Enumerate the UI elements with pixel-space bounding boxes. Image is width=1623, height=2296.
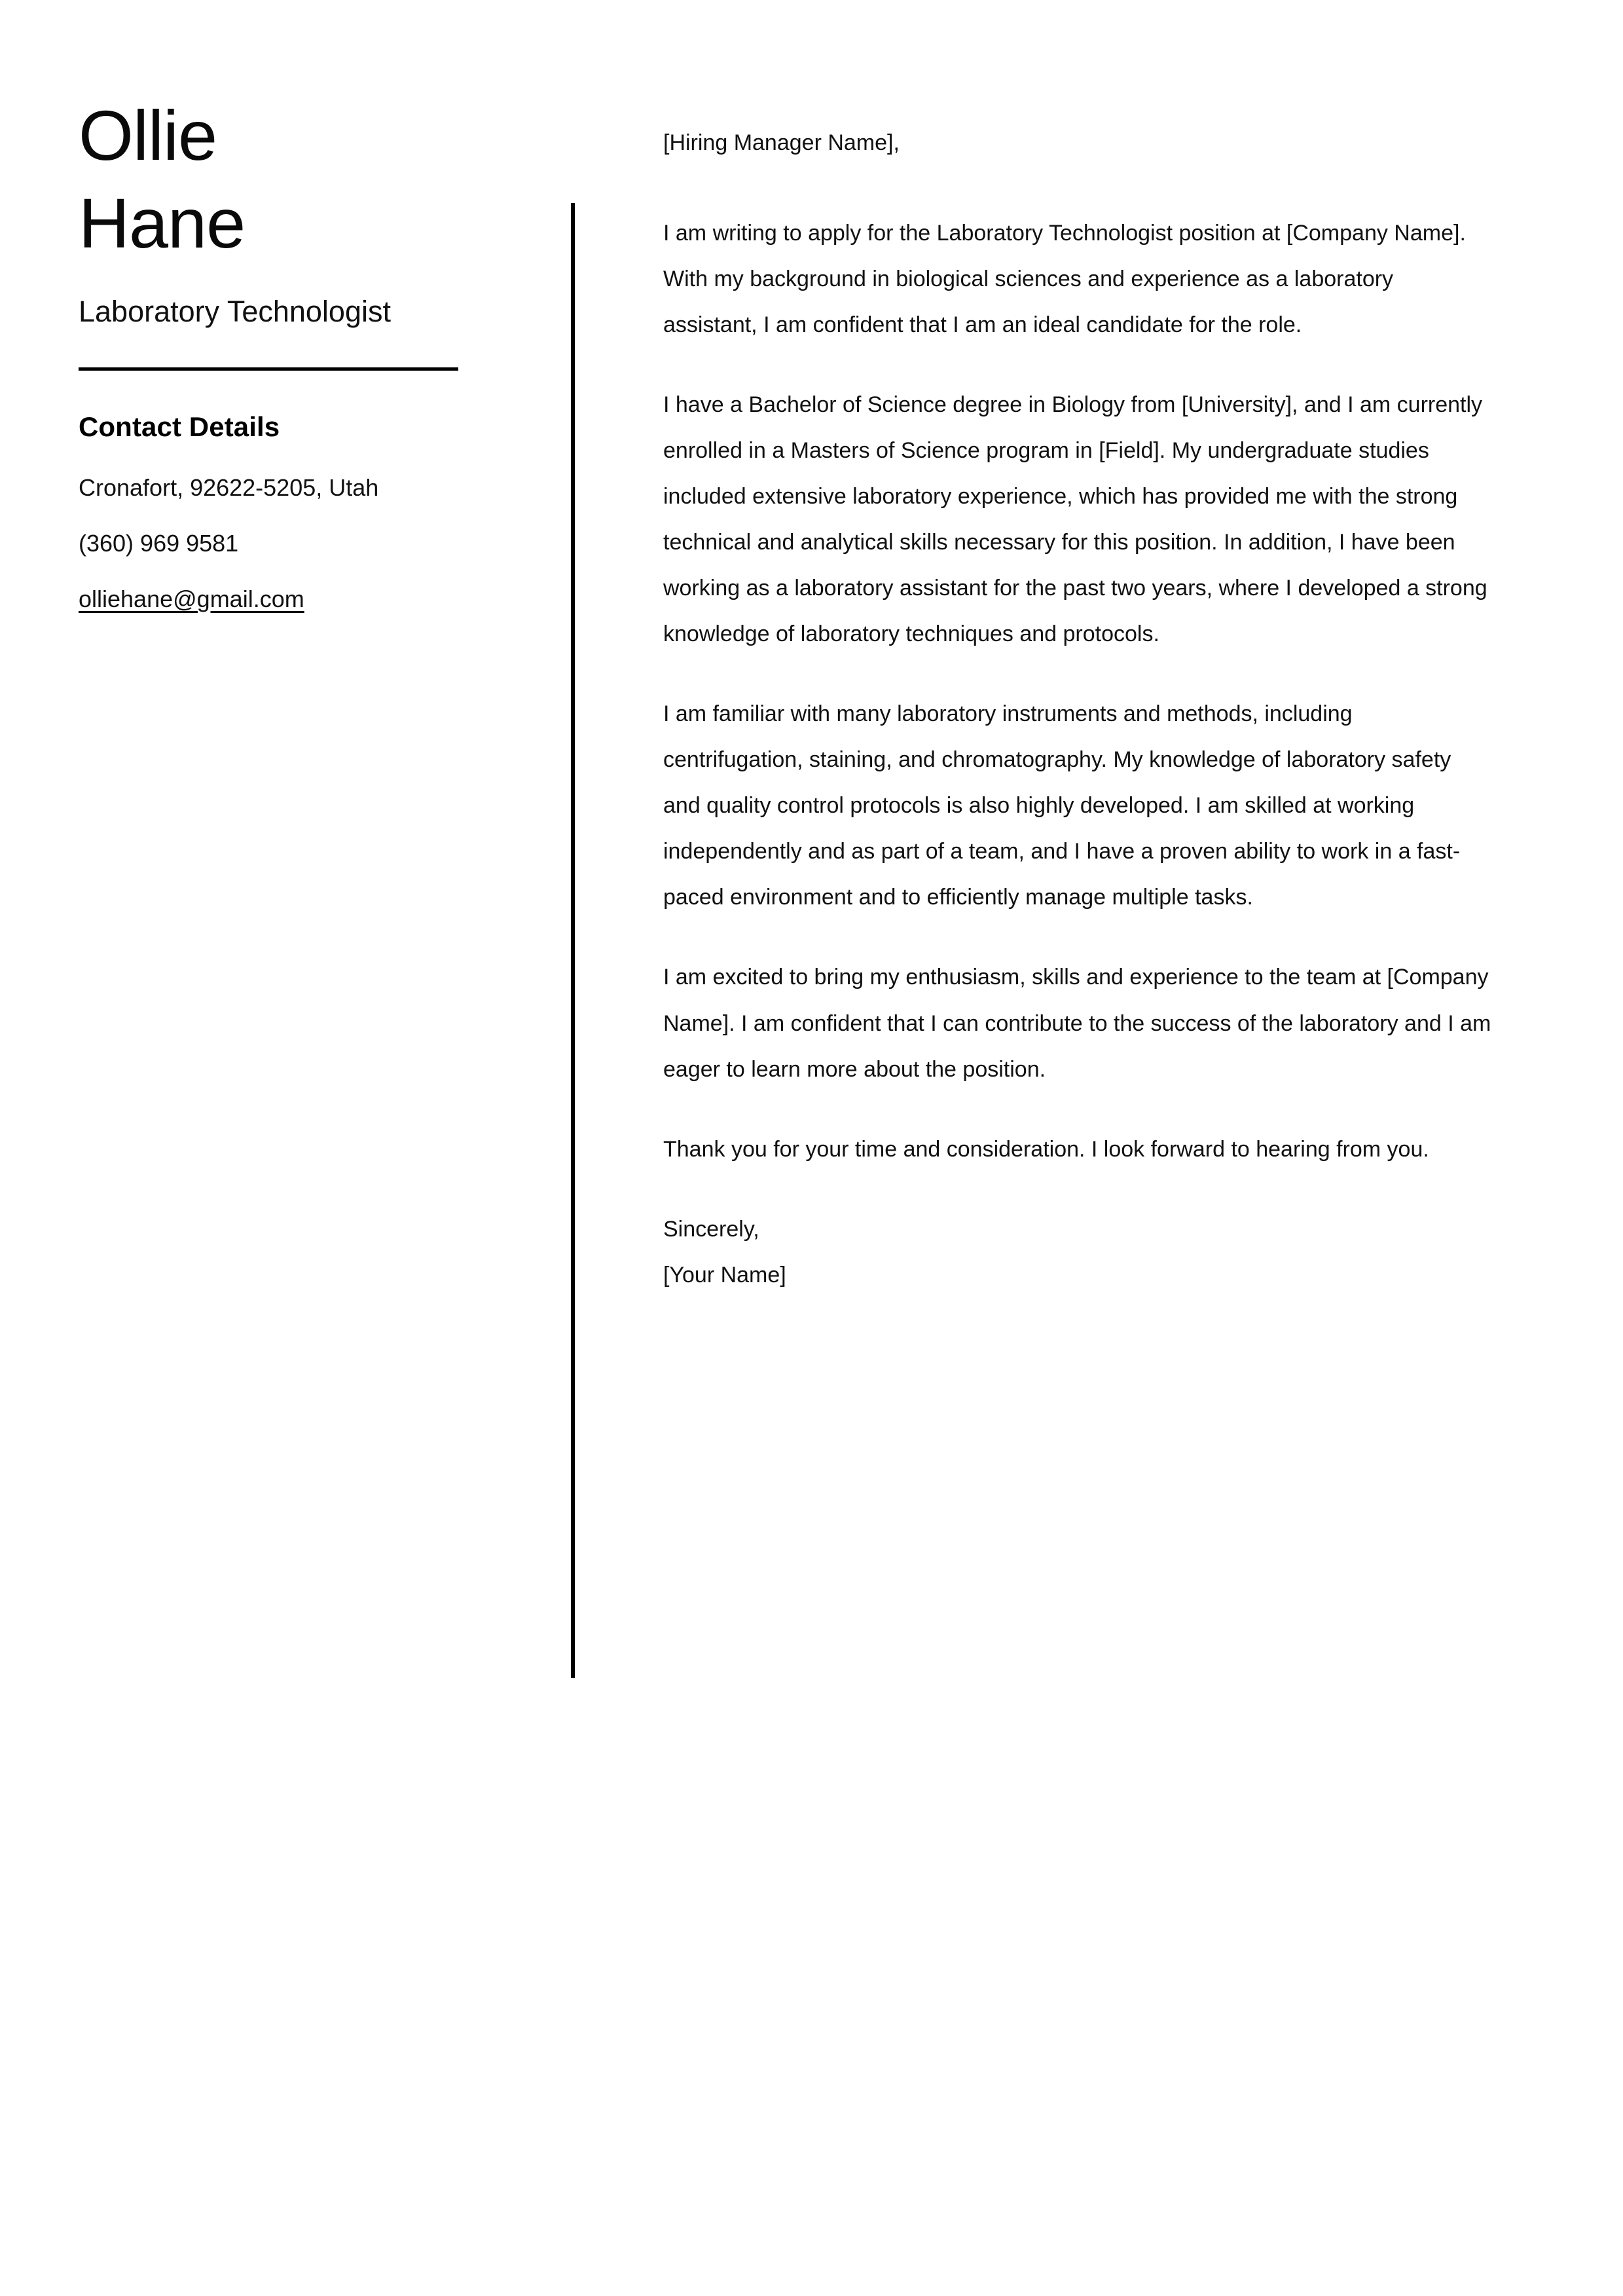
contact-email	[79, 582, 445, 618]
applicant-name	[79, 92, 530, 267]
letter-body	[663, 120, 1514, 1298]
letter-paragraph-5: Thank you for your time and consideration. I look forward to hearing from you.	[663, 1136, 1429, 1162]
applicant-last-name: Hane	[79, 183, 246, 263]
letter-salutation: [Hiring Manager Name],	[663, 130, 900, 155]
applicant-first-name: Ollie	[79, 96, 217, 175]
letter-paragraph-1: I am writing to apply for the Laboratory Technologist position at [Company Name]. With my background in biological sciences and experience as a laboratory assistant, I am confident that I am an ideal candidate for the role.	[663, 221, 1466, 338]
letter-signoff	[663, 1206, 1491, 1298]
applicant-job-title: Laboratory Technologist	[79, 294, 391, 328]
letter-signature-name: [Your Name]	[663, 1262, 786, 1287]
letter-paragraph-3: I am familiar with many laboratory instruments and methods, including centrifugation, staining, and chromatography. My knowledge of laboratory safety and quality control protocols is also highly developed. I am skilled at working independently and as part of a team, and I have a proven ability to work in a fast-paced environment and to efficiently manage multiple tasks.	[663, 701, 1461, 910]
letter-closing: Sincerely,	[663, 1216, 759, 1242]
letter-paragraph-4: I am excited to bring my enthusiasm, skills and experience to the team at [Company Name]. I am confident that I can contribute to the success of the laboratory and I am eager to learn more about the position.	[663, 965, 1491, 1082]
email-link[interactable]: olliehane@gmail.com	[79, 585, 304, 612]
contact-details-heading: Contact Details	[79, 411, 280, 443]
contact-phone: (360) 969 9581	[79, 529, 239, 557]
sidebar	[79, 92, 530, 617]
letter-paragraph-2: I have a Bachelor of Science degree in Biology from [University], and I am currently enrolled in a Masters of Science program in [Field]. My undergraduate studies included extensive laboratory experience, which has provided me with the strong technical and analytical skills necessary for this position. In addition, I have been working as a laboratory assistant for the past two years, where I developed a strong knowledge of laboratory techniques and protocols.	[663, 392, 1487, 647]
header-divider-rule	[79, 367, 458, 371]
vertical-divider	[571, 203, 575, 1678]
contact-address: Cronafort, 92622-5205, Utah	[79, 474, 379, 502]
contact-details-list	[79, 470, 530, 617]
